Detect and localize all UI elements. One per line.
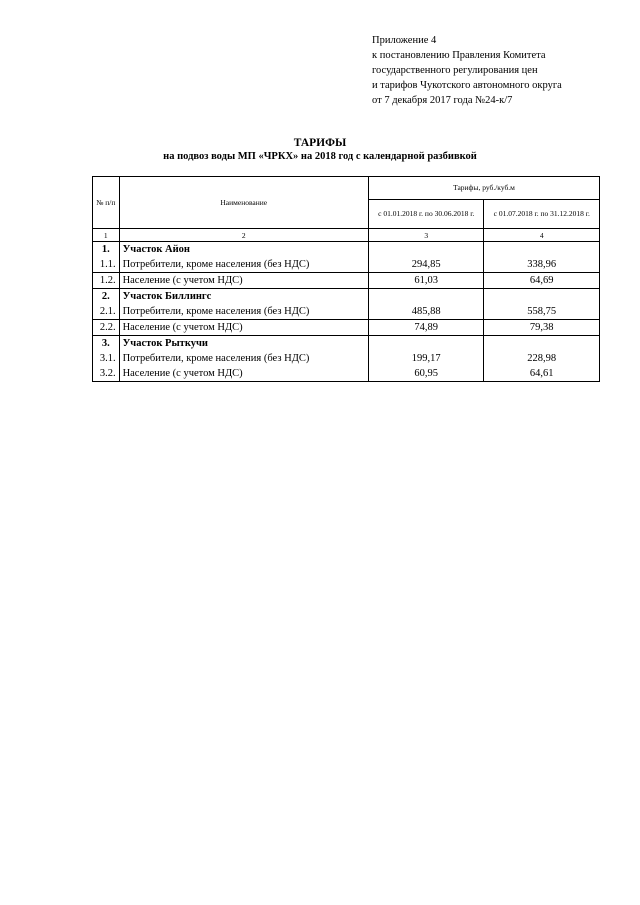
section-num: 3. bbox=[93, 336, 120, 352]
row-num: 2.2. bbox=[93, 320, 120, 336]
row-value-period-2: 64,61 bbox=[484, 366, 600, 382]
row-value-period-2: 228,98 bbox=[484, 351, 600, 366]
header-period-2: с 01.07.2018 г. по 31.12.2018 г. bbox=[484, 200, 600, 229]
table-row bbox=[93, 320, 600, 336]
table-row bbox=[93, 273, 600, 289]
row-value-period-2: 79,38 bbox=[484, 320, 600, 336]
header-num: № п/п bbox=[93, 177, 120, 229]
empty-cell bbox=[368, 336, 484, 352]
row-value-period-1: 60,95 bbox=[368, 366, 484, 382]
row-value-period-2: 558,75 bbox=[484, 304, 600, 320]
row-num: 1.2. bbox=[93, 273, 120, 289]
empty-cell bbox=[484, 289, 600, 305]
header-period-1: с 01.01.2018 г. по 30.06.2018 г. bbox=[368, 200, 484, 229]
table-row bbox=[93, 304, 600, 320]
row-name: Население (с учетом НДС) bbox=[119, 366, 368, 382]
column-index: 1 bbox=[93, 229, 120, 242]
row-num: 3.1. bbox=[93, 351, 120, 366]
empty-cell bbox=[484, 242, 600, 258]
appendix-line: и тарифов Чукотского автономного округа bbox=[372, 80, 562, 91]
column-index: 2 bbox=[119, 229, 368, 242]
table-row bbox=[93, 366, 600, 382]
row-value-period-2: 338,96 bbox=[484, 257, 600, 273]
row-value-period-1: 294,85 bbox=[368, 257, 484, 273]
row-name: Потребители, кроме населения (без НДС) bbox=[119, 351, 368, 366]
empty-cell bbox=[484, 336, 600, 352]
row-num: 2.1. bbox=[93, 304, 120, 320]
appendix-line: от 7 декабря 2017 года №24-к/7 bbox=[372, 95, 513, 106]
document-title: ТАРИФЫ bbox=[293, 137, 347, 149]
row-value-period-2: 64,69 bbox=[484, 273, 600, 289]
empty-cell bbox=[368, 242, 484, 258]
section-num: 2. bbox=[93, 289, 120, 305]
appendix-line: к постановлению Правления Комитета bbox=[372, 50, 546, 61]
appendix-line: Приложение 4 bbox=[372, 35, 437, 46]
column-index: 4 bbox=[484, 229, 600, 242]
table-row bbox=[93, 351, 600, 366]
row-name: Потребители, кроме населения (без НДС) bbox=[119, 257, 368, 273]
row-name: Население (с учетом НДС) bbox=[119, 320, 368, 336]
section-title: Участок Биллингс bbox=[119, 289, 368, 305]
column-index: 3 bbox=[368, 229, 484, 242]
row-value-period-1: 61,03 bbox=[368, 273, 484, 289]
document-subtitle: на подвоз воды МП «ЧРКХ» на 2018 год с календарной разбивкой bbox=[163, 151, 477, 162]
appendix-block bbox=[372, 33, 562, 108]
header-tariffs: Тарифы, руб./куб.м bbox=[368, 177, 599, 200]
row-value-period-1: 199,17 bbox=[368, 351, 484, 366]
row-value-period-1: 74,89 bbox=[368, 320, 484, 336]
header-name: Наименование bbox=[119, 177, 368, 229]
row-num: 3.2. bbox=[93, 366, 120, 382]
table-row bbox=[93, 257, 600, 273]
tariffs-table bbox=[92, 176, 600, 382]
row-name: Потребители, кроме населения (без НДС) bbox=[119, 304, 368, 320]
empty-cell bbox=[368, 289, 484, 305]
section-num: 1. bbox=[93, 242, 120, 258]
appendix-line: государственного регулирования цен bbox=[372, 65, 538, 76]
row-name: Население (с учетом НДС) bbox=[119, 273, 368, 289]
row-num: 1.1. bbox=[93, 257, 120, 273]
section-title: Участок Рыткучи bbox=[119, 336, 368, 352]
section-title: Участок Айон bbox=[119, 242, 368, 258]
row-value-period-1: 485,88 bbox=[368, 304, 484, 320]
